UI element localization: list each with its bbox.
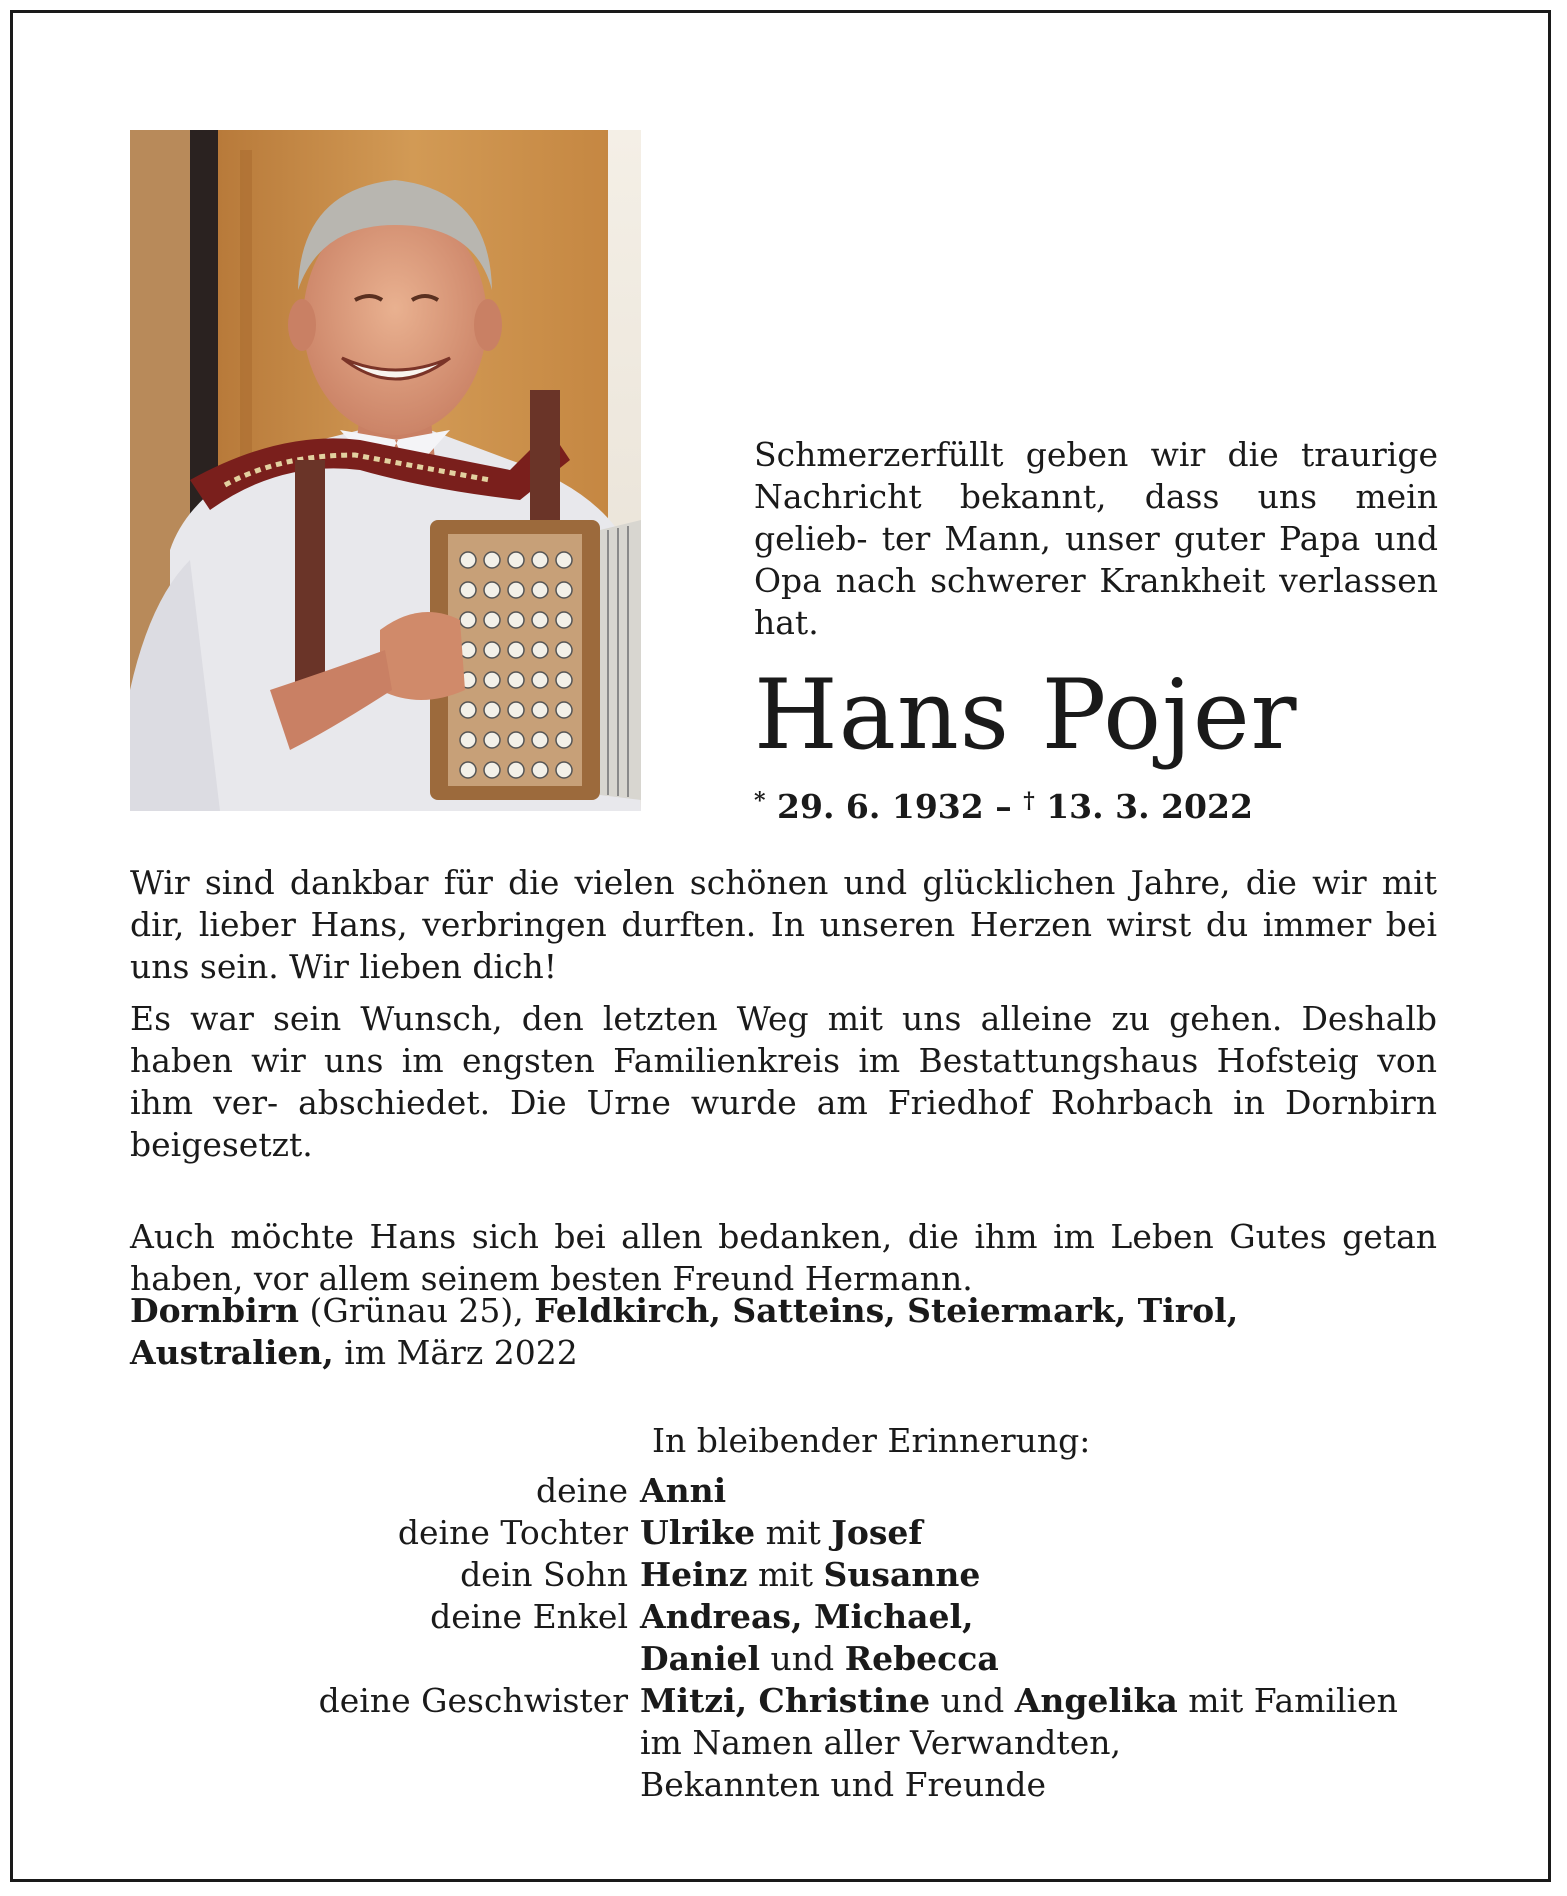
- family-row: [0, 1680, 1567, 1722]
- family-relation: deine Geschwister: [318, 1681, 628, 1720]
- family-names: Ulrike mit Josef: [640, 1513, 923, 1552]
- death-date: 13. 3. 2022: [1046, 787, 1253, 826]
- family-row: [0, 1470, 1567, 1512]
- family-names: Mitzi, Christine und Angelika mit Familien: [640, 1681, 1398, 1720]
- deceased-name: Hans Pojer: [754, 659, 1298, 771]
- paragraph-gratitude: Wir sind dankbar für die vielen schönen und glücklichen Jahre, die wir mit dir, lieber Hans, verbringen durften. In unseren Herzen wirst du immer bei uns sein. Wir lieben dich!: [130, 863, 1437, 986]
- birth-date: 29. 6. 1932: [777, 787, 984, 826]
- paragraph-farewell: Es war sein Wunsch, den letzten Weg mit uns alleine zu gehen. Deshalb haben wir uns im engsten Familienkreis im Bestattungshaus Hofsteig von ihm ver- abschiedet. Die Urne wurde am Friedhof Rohrbach in Dornbirn beigesetzt.: [130, 999, 1437, 1164]
- family-relation: deine Enkel: [430, 1597, 628, 1636]
- place-date: im März 2022: [344, 1333, 578, 1372]
- family-relation: deine: [536, 1471, 628, 1510]
- birth-mark: *: [754, 788, 766, 814]
- body-text: [130, 862, 1437, 1300]
- death-mark: †: [1023, 788, 1035, 814]
- family-relation: [0, 1638, 640, 1680]
- family-row: [0, 1638, 1567, 1680]
- family-list: [0, 1470, 1567, 1806]
- place-town: Dornbirn: [130, 1291, 299, 1330]
- family-relation: dein Sohn: [460, 1555, 628, 1594]
- intro-text: Schmerzerfüllt geben wir die traurige Nachricht bekannt, dass uns mein gelieb- ter Mann, unser guter Papa und Opa nach schwerer Krankheit verlassen hat.: [754, 435, 1438, 642]
- place-and-date: [130, 1290, 1437, 1374]
- place-address: (Grünau 25),: [309, 1291, 524, 1330]
- closing-line: im Namen aller Verwandten,: [640, 1723, 1121, 1762]
- family-row: [0, 1512, 1567, 1554]
- family-relation: deine Tochter: [397, 1513, 628, 1552]
- closing-row: [0, 1764, 1567, 1806]
- family-names: Heinz mit Susanne: [640, 1555, 981, 1594]
- life-dates: [754, 780, 1253, 828]
- family-names: Anni: [640, 1471, 727, 1510]
- closing-line: Bekannten und Freunde: [640, 1765, 1046, 1804]
- date-separator: –: [995, 787, 1012, 826]
- signoff-heading: In bleibender Erinnerung:: [652, 1421, 1091, 1460]
- family-row: [0, 1554, 1567, 1596]
- family-names: Daniel und Rebecca: [640, 1639, 999, 1678]
- closing-row: [0, 1722, 1567, 1764]
- portrait-photo: [130, 130, 641, 811]
- paragraph-thanks: Auch möchte Hans sich bei allen bedanken, die ihm im Leben Gutes getan haben, vor allem seinem besten Freund Hermann.: [130, 1217, 1437, 1298]
- family-names: Andreas, Michael,: [640, 1597, 974, 1636]
- family-row: [0, 1596, 1567, 1638]
- place-others: Feldkirch, Satteins, Steiermark, Tirol, Australien,: [130, 1291, 1239, 1372]
